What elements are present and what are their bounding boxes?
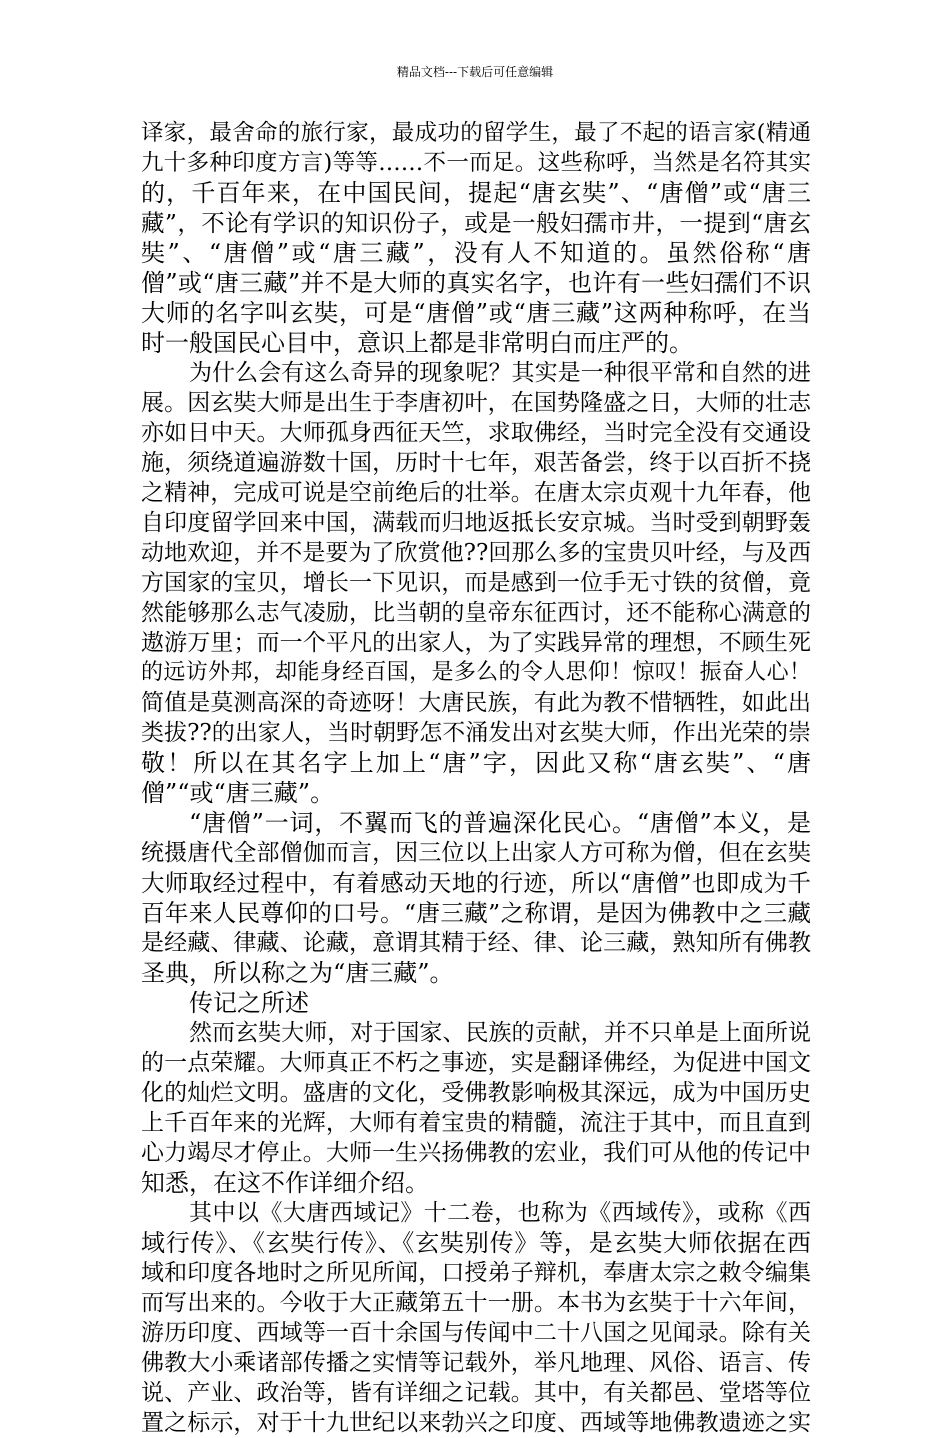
text-line: 译家，最舍命的旅行家，最成功的留学生，最了不起的语言家(精通 (141, 120, 811, 146)
text-line: 之精神，完成可说是空前绝后的壮举。在唐太宗贞观十九年春，他 (141, 480, 811, 506)
text-line: 百年来人民尊仰的口号。“唐三藏”之称谓，是因为佛教中之三藏 (141, 899, 811, 927)
text-line: 施，须绕道遍游数十国，历时十七年，艰苦备尝，终于以百折不挠 (141, 450, 811, 476)
text-line: 圣典，所以称之为“唐三藏”。 (141, 959, 454, 987)
text-line: 知悉，在这不作详细介绍。 (141, 1169, 429, 1197)
text-line: 心力竭尽才停止。大师一生兴扬佛教的宏业，我们可从他的传记中 (141, 1140, 811, 1166)
text-line: 其中以《大唐西域记》十二卷，也称为《西域传》，或称《西 (189, 1200, 811, 1226)
text-line: 是经藏、律藏、论藏，意谓其精于经、律、论三藏，熟知所有佛教 (141, 930, 811, 956)
paragraph (141, 358, 811, 808)
paragraph (141, 118, 811, 358)
text-line: “唐僧”一词，不翼而飞的普遍深化民心。“唐僧”本义，是 (189, 809, 811, 837)
text-line: 说、产业、政治等，皆有详细之记载。其中，有关都邑、堂塔等位 (141, 1380, 811, 1406)
text-line: 时一般国民心目中，意识上都是非常明白而庄严的。 (141, 329, 693, 357)
text-line: 类拔??的出家人，当时朝野怎不涌发出对玄奘大师，作出光荣的崇 (141, 720, 811, 746)
text-line: 为什么会有这么奇异的现象呢？其实是一种很平常和自然的进 (189, 360, 811, 386)
text-line: 遨游万里；而一个平凡的出家人，为了实践异常的理想，不顾生死 (141, 630, 811, 656)
text-line: 佛教大小乘诸部传播之实情等记载外，举凡地理、风俗、语言、传 (141, 1350, 811, 1376)
text-line: 方国家的宝贝，增长一下见识，而是感到一位手无寸铁的贫僧，竟 (141, 570, 811, 596)
text-line: 的远访外邦，却能身经百国，是多么的令人思仰！惊叹！振奋人心！ (141, 660, 811, 685)
text-line: 的，千百年来，在中国民间，提起“唐玄奘”、“唐僧”或“唐三 (141, 179, 811, 207)
text-line: 然能够那么志气凌励，比当朝的皇帝东征西讨，还不能称心满意的 (141, 600, 811, 626)
text-line: 僧”“或“唐三藏”。 (141, 779, 335, 807)
text-line: 简值是莫测高深的奇迹呀！大唐民族，有此为教不惜牺牲，如此出 (141, 690, 811, 716)
text-line: 然而玄奘大师，对于国家、民族的贡献，并不只单是上面所说 (189, 1020, 811, 1046)
text-line: 化的灿烂文明。盛唐的文化，受佛教影响极其深远，成为中国历史 (141, 1080, 811, 1106)
text-line: 亦如日中天。大师孤身西征天竺，求取佛经，当时完全没有交通设 (141, 420, 811, 446)
paragraph (141, 808, 811, 988)
text-line: 奘”、“唐僧”或“唐三藏”，没有人不知道的。虽然俗称“唐 (141, 239, 811, 267)
text-line: 自印度留学回来中国，满载而归地返抵长安京城。当时受到朝野轰 (141, 510, 811, 536)
text-line: 游历印度、西域等一百十余国与传闻中二十八国之见闻录。除有关 (141, 1320, 811, 1346)
text-line: 展。因玄奘大师是出生于李唐初叶，在国势隆盛之日，大师的壮志 (141, 390, 811, 416)
text-line: 动地欢迎，并不是要为了欣赏他??回那么多的宝贵贝叶经，与及西 (141, 540, 811, 566)
section-heading (141, 988, 811, 1018)
text-line: 大师的名字叫玄奘，可是“唐僧”或“唐三藏”这两种称呼，在当 (141, 299, 811, 327)
text-line: 敬！所以在其名字上加上“唐”字，因此又称“唐玄奘”、“唐 (141, 749, 811, 777)
text-line: 大师取经过程中，有着感动天地的行迹，所以“唐僧”也即成为千 (141, 869, 811, 897)
paragraph (141, 1018, 811, 1198)
text-line: 僧”或“唐三藏”并不是大师的真实名字，也许有一些妇孺们不识 (141, 269, 811, 297)
text-line: 九十多种印度方言)等等……不一而足。这些称呼，当然是名符其实 (141, 150, 811, 176)
text-line: 上千百年来的光辉，大师有着宝贵的精髓，流注于其中，而且直到 (141, 1110, 811, 1136)
text-line: 的一点荣耀。大师真正不朽之事迹，实是翻译佛经，为促进中国文 (141, 1050, 811, 1076)
text-line: 域和印度各地时之所见所闻，口授弟子辩机，奉唐太宗之敕令编集 (141, 1260, 811, 1286)
page-header: 精品文档---下载后可任意编辑 (396, 65, 554, 79)
text-line: 域行传》、《玄奘行传》、《玄奘别传》等，是玄奘大师依据在西 (141, 1229, 811, 1257)
paragraph (141, 1198, 811, 1438)
text-line: 而写出来的。今收于大正藏第五十一册。本书为玄奘于十六年间， (141, 1290, 811, 1316)
text-line: 统摄唐代全部僧伽而言，因三位以上出家人方可称为僧，但在玄奘 (141, 840, 811, 866)
text-line: 藏”，不论有学识的知识份子，或是一般妇孺市井，一提到“唐玄 (141, 209, 811, 237)
document-body (141, 118, 811, 1438)
section-heading-text: 传记之所述 (189, 989, 309, 1017)
text-line: 置之标示，对于十九世纪以来勃兴之印度、西域等地佛教遗迹之实 (141, 1410, 811, 1436)
